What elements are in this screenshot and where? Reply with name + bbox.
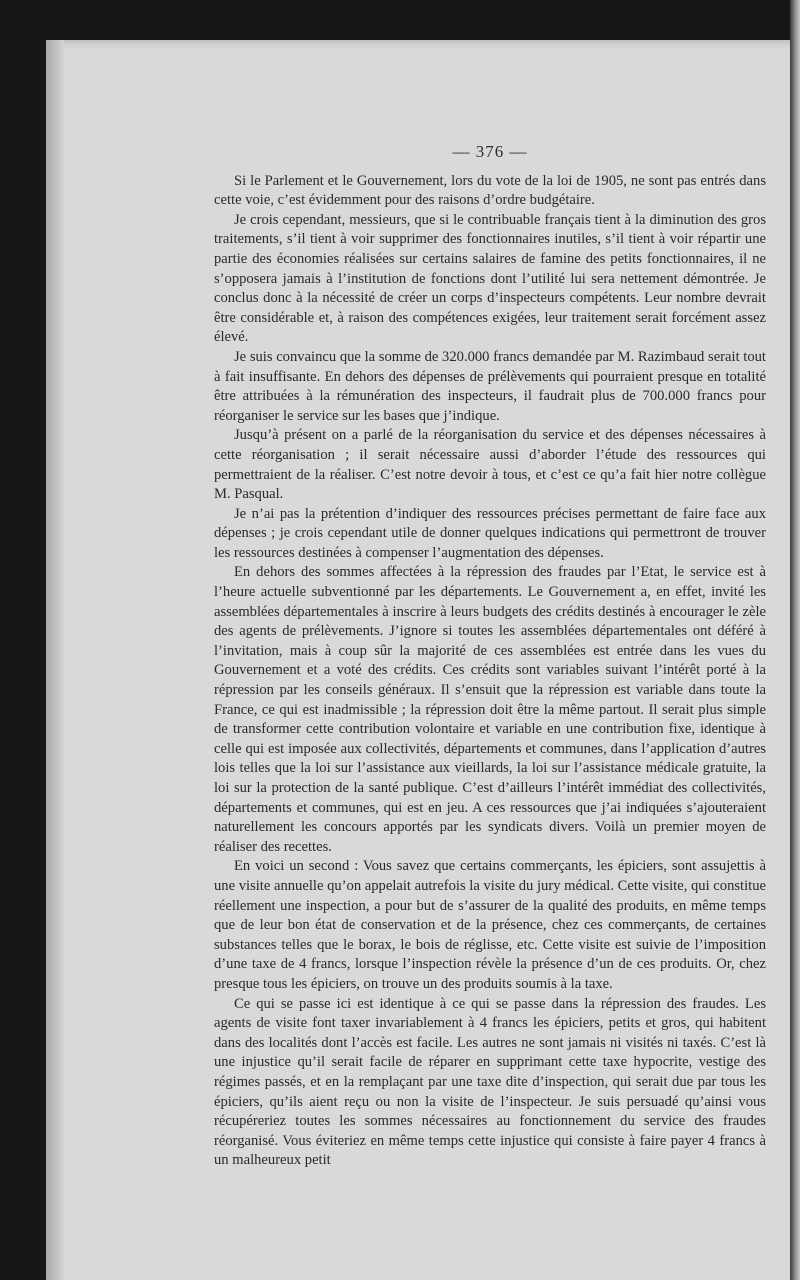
paragraph-6: En dehors des sommes affectées à la répression des fraudes par l’Etat, le service est à l’heure actuelle subventionné par les départements. Le Gouvernement a, en effet, invité les assemblées départementales à inscrire à leurs budgets des crédits destinés à encourager le zèle des agents de prélèvements. J’ignore si toutes les assemblées départementales ont déféré à l’invitation, mais à coup sûr la majorité de ces assemblées est entrée dans les vues du Gouvernement et a voté des crédits. Ces crédits sont variables suivant l’intérêt porté à la répression par les conseils généraux. Il s’ensuit que la répression est variable dans toute la France, ce qui est inadmissible ; la répression doit être la même partout. Il serait plus simple de transformer cette contribution volontaire et variable en une contribution fixe, identique à celle qui est imposée aux collectivités, départements et communes, dans l’application d’autres lois telles que la loi sur l’assistance aux vieillards, la loi sur l’assistance médicale gratuite, la loi sur la protection de la santé publique. C’est d’ailleurs l’intérêt immédiat des collectivités, départements et communes, qui est en jeu. A ces ressources que j’ai indiquées s’ajouteraient naturellement les concours apportés par les syndicats divers. Voilà un premier moyen de réaliser des recettes. bbox=[214, 564, 766, 855]
paragraph-3: Je suis convaincu que la somme de 320.000 francs demandée par M. Razimbaud serait tout à fait insuffisante. En dehors des dépenses de prélèvements qui pourraient presque en totalité être attribuées à la rémunération des inspecteurs, il faudrait plus de 700.000 francs pour réorganiser le service sur les bases que j’indique. bbox=[214, 348, 766, 424]
page-number: — 376 — bbox=[452, 142, 528, 161]
paragraph-1: Si le Parlement et le Gouvernement, lors du vote de la loi de 1905, ne sont pas entrés dans cette voie, c’est évidemment pour des raisons d’ordre budgétaire. bbox=[214, 172, 766, 209]
paragraph-2: Je crois cependant, messieurs, que si le contribuable français tient à la diminution des gros traitements, s’il tient à voir supprimer des fonctionnaires inutiles, s’il tient à voir répartir une partie des économies réalisées sur certains salaires de famine des petits fonctionnaires, il ne s’opposera jamais à l’institution de fonctions dont l’utilité lui sera nettement démontrée. Je conclus donc à la nécessité de créer un corps d’inspecteurs compétents. Leur nombre devrait être considérable et, à raison des compétences exigées, leur traitement serait forcément assez élevé. bbox=[214, 211, 766, 346]
paragraph-4: Jusqu’à présent on a parlé de la réorganisation du service et des dépenses nécessaires à cette réorganisation ; il serait nécessaire aussi d’aborder l’étude des ressources qui permettraient de la réaliser. C’est notre devoir à tous, et c’est ce qu’a fait hier notre collègue M. Pasqual. bbox=[214, 427, 766, 503]
paragraph-8: Ce qui se passe ici est identique à ce qui se passe dans la répression des fraudes. Les agents de visite font taxer invariablement à 4 francs les épiciers, petits et gros, qui habitent dans des localités dont l’accès est facile. Les autres ne sont jamais ni visités ni taxés. C’est là une injustice qu’il serait facile de réparer en supprimant cette taxe hypocrite, vestige des régimes passés, et en la remplaçant par une taxe dite d’inspection, qui serait due par tous les épiciers, qu’ils aient reçu ou non la visite de l’inspecteur. Je suis persuadé qu’ainsi vous récupéreriez toutes les sommes nécessaires au fonctionnement du service des fraudes réorganisé. Vous éviteriez en même temps cette injustice qui consiste à faire payer 4 francs à un malheureux petit bbox=[214, 995, 766, 1169]
paragraph-7: En voici un second : Vous savez que certains commerçants, les épiciers, sont assujettis à une visite annuelle qu’on appelait autrefois la visite du jury médical. Cette visite, qui constitue réellement une inspection, a pour but de s’assurer de la qualité des produits, en même temps que de leur bon état de conservation et de la présence, chez ces commerçants, de certaines substances telles que le borax, le bois de réglisse, etc. Cette visite est suivie de l’imposition d’une taxe de 4 francs, lorsque l’inspection révèle la présence d’un de ces produits. Or, chez presque tous les épiciers, on trouve un des produits soumis à la taxe. bbox=[214, 858, 766, 992]
paragraph-5: Je n’ai pas la prétention d’indiquer des ressources précises permettant de faire face aux dépenses ; je crois cependant utile de donner quelques indications qui permettront de trouver les ressources destinées à compenser l’augmentation des dépenses. bbox=[214, 505, 766, 561]
book-spine-edge bbox=[790, 0, 800, 1280]
page-content bbox=[214, 142, 766, 1171]
